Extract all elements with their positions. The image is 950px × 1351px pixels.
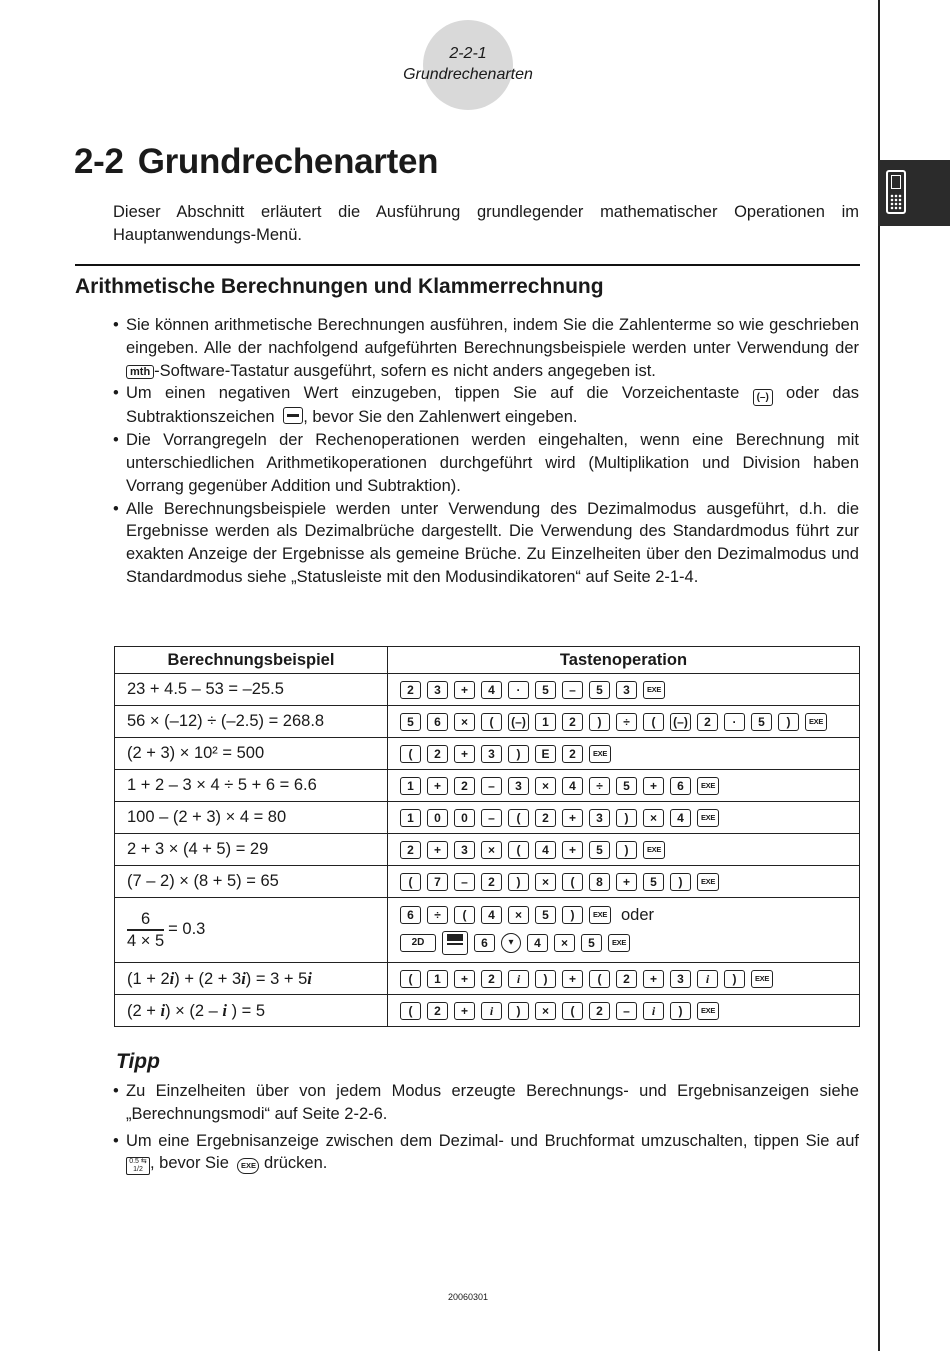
close-paren-key-icon: ) <box>724 970 745 988</box>
key-4-icon: 4 <box>535 841 556 859</box>
minus-key-icon: – <box>562 681 583 699</box>
open-paren-key-icon: ( <box>643 713 664 731</box>
example-expression: 1 + 2 – 3 × 4 ÷ 5 + 6 = 6.6 <box>115 770 388 802</box>
key-0-icon: 0 <box>454 809 475 827</box>
tipp-item: • Zu Einzelheiten über von jedem Modus erzeugte Berechnungs- und Ergebnisanzeigen siehe „Berechnungsmodi“ auf Seite 2-2-6. <box>113 1080 859 1126</box>
key-7-icon: 7 <box>427 873 448 891</box>
key-6-icon: 6 <box>474 934 495 952</box>
exe-key-icon: EXE <box>589 906 611 924</box>
open-paren-key-icon: ( <box>400 970 421 988</box>
decimal-point-key-icon: · <box>724 713 745 731</box>
expression-part: ) = 3 + 5 <box>245 969 308 988</box>
key-3-icon: 3 <box>589 809 610 827</box>
key-2-icon: 2 <box>481 873 502 891</box>
key-1-icon: 1 <box>400 777 421 795</box>
example-expression: (7 – 2) × (8 + 5) = 65 <box>115 866 388 898</box>
key-4-icon: 4 <box>481 681 502 699</box>
alternative-label: oder <box>621 905 655 924</box>
key-4-icon: 4 <box>670 809 691 827</box>
key-operation-cell <box>388 706 860 738</box>
plus-key-icon: + <box>643 777 664 795</box>
divide-key-icon: ÷ <box>616 713 637 731</box>
section-divider <box>75 264 860 266</box>
tipp-item <box>113 1130 859 1176</box>
multiply-key-icon: × <box>643 809 664 827</box>
table-row <box>115 770 860 802</box>
bullet-text: , bevor Sie den Zahlenwert eingeben. <box>303 408 578 427</box>
open-paren-key-icon: ( <box>508 841 529 859</box>
imaginary-unit: i <box>241 968 246 988</box>
key-2-icon: 2 <box>400 681 421 699</box>
imaginary-unit: i <box>169 968 175 988</box>
bullet-text: -Software-Tastatur ausgeführt, sofern es nicht anders angegeben ist. <box>154 361 656 380</box>
expression-part: ) × (2 – <box>165 1001 223 1020</box>
exe-key-icon: EXE <box>751 970 773 988</box>
key-sequence <box>400 873 847 891</box>
tipp-text: , bevor Sie <box>150 1154 234 1173</box>
divide-key-icon: ÷ <box>589 777 610 795</box>
minus-key-icon: – <box>454 873 475 891</box>
header-section-number: 2-2-1 <box>449 45 487 62</box>
close-paren-key-icon: ) <box>508 745 529 763</box>
negative-sign-key-icon: (–) <box>670 713 691 731</box>
key-3-icon: 3 <box>454 841 475 859</box>
example-expression: 2 + 3 × (4 + 5) = 29 <box>115 834 388 866</box>
minus-key-icon: – <box>481 777 502 795</box>
open-paren-key-icon: ( <box>508 809 529 827</box>
key-5-icon: 5 <box>400 713 421 731</box>
key-sequence <box>400 713 847 731</box>
key-2-icon: 2 <box>616 970 637 988</box>
key-sequence <box>400 809 847 827</box>
table-row <box>115 674 860 706</box>
column-header: Tastenoperation <box>388 647 860 674</box>
mth-key-icon: mth <box>126 365 154 379</box>
key-operation-cell <box>388 770 860 802</box>
imaginary-unit-key-icon: i <box>643 1002 664 1020</box>
example-expression <box>115 963 388 995</box>
plus-key-icon: + <box>562 841 583 859</box>
table-header-row <box>115 647 860 674</box>
key-2-icon: 2 <box>562 745 583 763</box>
multiply-key-icon: × <box>535 873 556 891</box>
footer-date-code: 20060301 <box>447 1292 489 1302</box>
key-6-icon: 6 <box>400 906 421 924</box>
key-5-icon: 5 <box>535 906 556 924</box>
calculator-icon <box>886 170 906 214</box>
example-expression: 100 – (2 + 3) × 4 = 80 <box>115 802 388 834</box>
close-paren-key-icon: ) <box>616 841 637 859</box>
key-operation-cell <box>388 995 860 1027</box>
key-2-icon: 2 <box>589 1002 610 1020</box>
expression-part: ) + (2 + 3 <box>174 969 242 988</box>
divide-key-icon: ÷ <box>427 906 448 924</box>
plus-key-icon: + <box>454 1002 475 1020</box>
open-paren-key-icon: ( <box>481 713 502 731</box>
key-2-icon: 2 <box>697 713 718 731</box>
exe-key-icon: EXE <box>237 1158 259 1174</box>
key-5-icon: 5 <box>581 934 602 952</box>
multiply-key-icon: × <box>535 777 556 795</box>
key-2-icon: 2 <box>562 713 583 731</box>
key-sequence <box>400 906 847 925</box>
exe-key-icon: EXE <box>608 934 630 952</box>
imaginary-unit: i <box>307 968 312 988</box>
multiply-key-icon: × <box>454 713 475 731</box>
exponent-key-icon: E <box>535 745 556 763</box>
header-section-title: Grundrechenarten <box>403 66 533 83</box>
intro-paragraph: Dieser Abschnitt erläutert die Ausführung grundlegender mathematischer Operationen im Hauptanwendungs-Menü. <box>113 203 859 244</box>
key-operation-cell <box>388 738 860 770</box>
exe-key-icon: EXE <box>805 713 827 731</box>
fraction-denominator: 4 × 5 <box>127 931 165 950</box>
plus-key-icon: + <box>562 970 583 988</box>
close-paren-key-icon: ) <box>535 970 556 988</box>
table-row <box>115 802 860 834</box>
close-paren-key-icon: ) <box>616 809 637 827</box>
exe-key-icon: EXE <box>697 873 719 891</box>
chapter-title: Grundrechenarten <box>137 142 439 181</box>
imaginary-unit: i <box>160 1000 166 1020</box>
key-operation-cell <box>388 866 860 898</box>
key-operation-cell <box>388 674 860 706</box>
open-paren-key-icon: ( <box>454 906 475 924</box>
chapter-heading <box>74 142 438 182</box>
negative-sign-key-icon: (–) <box>753 389 773 406</box>
key-1-icon: 1 <box>427 970 448 988</box>
key-4-icon: 4 <box>527 934 548 952</box>
minus-key-icon: – <box>616 1002 637 1020</box>
down-arrow-key-icon: ▾ <box>501 933 521 953</box>
decimal-point-key-icon: · <box>508 681 529 699</box>
info-bullet-list <box>113 314 859 589</box>
tipp-text: drücken. <box>259 1154 328 1173</box>
key-sequence <box>400 931 847 955</box>
fraction-result: = 0.3 <box>168 920 206 939</box>
plus-key-icon: + <box>427 841 448 859</box>
key-2-icon: 2 <box>481 970 502 988</box>
example-expression <box>115 995 388 1027</box>
key-operation-cell <box>388 963 860 995</box>
expression-part: (2 + <box>127 1001 161 1020</box>
tipp-heading: Tipp <box>116 1050 160 1073</box>
table-row <box>115 898 860 963</box>
plus-key-icon: + <box>454 745 475 763</box>
minus-key-icon <box>283 407 303 424</box>
exe-key-icon: EXE <box>697 1002 719 1020</box>
table-row <box>115 706 860 738</box>
plus-key-icon: + <box>454 681 475 699</box>
plus-key-icon: + <box>643 970 664 988</box>
key-0-icon: 0 <box>427 809 448 827</box>
close-paren-key-icon: ) <box>508 873 529 891</box>
minus-key-icon: – <box>481 809 502 827</box>
table-row <box>115 995 860 1027</box>
bullet-item: • Alle Berechnungsbeispiele werden unter Verwendung des Dezimalmodus ausgeführt, d.h. die Ergebnisse werden als Dezimalbrüche dargestellt. Die Verwendung des Standardmodus führt zur exakten Anzeige der Ergebnisse als gemeine Brüche. Zu Einzelheiten über den Dezimalmodus und Standardmodus siehe „Statusleiste mit den Modusindikatoren“ auf Seite 2-1-4. <box>113 498 859 589</box>
plus-key-icon: + <box>562 809 583 827</box>
key-2-icon: 2 <box>400 841 421 859</box>
key-operation-cell <box>388 802 860 834</box>
example-expression: (2 + 3) × 10² = 500 <box>115 738 388 770</box>
open-paren-key-icon: ( <box>562 873 583 891</box>
multiply-key-icon: × <box>481 841 502 859</box>
example-expression <box>115 898 388 963</box>
example-expression: 23 + 4.5 – 53 = –25.5 <box>115 674 388 706</box>
key-sequence <box>400 777 847 795</box>
plus-key-icon: + <box>454 970 475 988</box>
imaginary-unit-key-icon: i <box>508 970 529 988</box>
header-circle <box>423 20 513 110</box>
close-paren-key-icon: ) <box>508 1002 529 1020</box>
imaginary-unit: i <box>222 1000 227 1020</box>
key-5-icon: 5 <box>616 777 637 795</box>
table-row <box>115 834 860 866</box>
key-3-icon: 3 <box>508 777 529 795</box>
imaginary-unit-key-icon: i <box>481 1002 502 1020</box>
key-sequence <box>400 970 847 988</box>
key-2-icon: 2 <box>427 745 448 763</box>
section-heading: Arithmetische Berechnungen und Klammerrechnung <box>75 275 604 298</box>
key-2-icon: 2 <box>427 1002 448 1020</box>
chapter-tab <box>878 160 950 226</box>
exe-key-icon: EXE <box>643 841 665 859</box>
key-sequence <box>400 1002 847 1020</box>
fraction-numerator: 6 <box>140 910 151 929</box>
key-3-icon: 3 <box>616 681 637 699</box>
key-operation-cell <box>388 898 860 963</box>
bullet-text: oder das Subtraktionszeichen <box>126 384 860 427</box>
decimal-fraction-toggle-icon: 0.5 ⇆ 1/2 <box>126 1157 150 1175</box>
close-paren-key-icon: ) <box>778 713 799 731</box>
key-1-icon: 1 <box>535 713 556 731</box>
fraction <box>127 909 164 950</box>
key-5-icon: 5 <box>751 713 772 731</box>
keyboard-toggle-key-icon <box>442 931 468 955</box>
multiply-key-icon: × <box>535 1002 556 1020</box>
bullet-text: Sie können arithmetische Berechnungen ausführen, indem Sie die Zahlenterme so wie geschrieben eingeben. Alle der nachfolgend aufgeführten Berechnungsbeispiele werden unter Verwendung der <box>126 316 859 357</box>
key-8-icon: 8 <box>589 873 610 891</box>
plus-key-icon: + <box>427 777 448 795</box>
key-3-icon: 3 <box>670 970 691 988</box>
bullet-item: • Die Vorrangregeln der Rechenoperationen werden eingehalten, wenn eine Berechnung mit unterschiedlichen Arithmetikoperationen durchgeführt wird (Multiplikation und Division haben Vorrang gegenüber Addition und Subtraktion). <box>113 429 859 497</box>
multiply-key-icon: × <box>508 906 529 924</box>
exe-key-icon: EXE <box>697 809 719 827</box>
multiply-key-icon: × <box>554 934 575 952</box>
close-paren-key-icon: ) <box>670 1002 691 1020</box>
imaginary-unit-key-icon: i <box>697 970 718 988</box>
chapter-number: 2-2 <box>74 142 124 181</box>
key-sequence <box>400 745 847 763</box>
tipp-text: Um eine Ergebnisanzeige zwischen dem Dezimal- und Bruchformat umzuschalten, tippen Sie auf <box>126 1131 859 1150</box>
key-3-icon: 3 <box>427 681 448 699</box>
2d-keyboard-key-icon: 2D <box>400 934 436 952</box>
key-5-icon: 5 <box>643 873 664 891</box>
open-paren-key-icon: ( <box>562 1002 583 1020</box>
table-row <box>115 738 860 770</box>
key-2-icon: 2 <box>454 777 475 795</box>
close-paren-key-icon: ) <box>589 713 610 731</box>
key-4-icon: 4 <box>481 906 502 924</box>
bullet-text: Um einen negativen Wert einzugeben, tippen Sie auf die Vorzeichentaste <box>126 384 753 403</box>
key-operation-cell <box>388 834 860 866</box>
open-paren-key-icon: ( <box>400 745 421 763</box>
exe-key-icon: EXE <box>643 681 665 699</box>
table-row <box>115 963 860 995</box>
negative-sign-key-icon: (–) <box>508 713 529 731</box>
key-2-icon: 2 <box>535 809 556 827</box>
key-sequence <box>400 841 847 859</box>
open-paren-key-icon: ( <box>400 1002 421 1020</box>
expression-part: (1 + 2 <box>127 969 170 988</box>
key-3-icon: 3 <box>481 745 502 763</box>
key-5-icon: 5 <box>589 681 610 699</box>
exe-key-icon: EXE <box>589 745 611 763</box>
bullet-item <box>113 314 859 382</box>
open-paren-key-icon: ( <box>589 970 610 988</box>
plus-key-icon: + <box>616 873 637 891</box>
key-6-icon: 6 <box>427 713 448 731</box>
tipp-list <box>113 1080 859 1179</box>
calculation-examples-table <box>114 646 860 1027</box>
close-paren-key-icon: ) <box>670 873 691 891</box>
key-6-icon: 6 <box>670 777 691 795</box>
table-row <box>115 866 860 898</box>
key-5-icon: 5 <box>535 681 556 699</box>
expression-part: ) = 5 <box>227 1001 266 1020</box>
open-paren-key-icon: ( <box>400 873 421 891</box>
key-5-icon: 5 <box>589 841 610 859</box>
key-4-icon: 4 <box>562 777 583 795</box>
exe-key-icon: EXE <box>697 777 719 795</box>
example-expression: 56 × (–12) ÷ (–2.5) = 268.8 <box>115 706 388 738</box>
close-paren-key-icon: ) <box>562 906 583 924</box>
column-header: Berechnungsbeispiel <box>115 647 388 674</box>
key-1-icon: 1 <box>400 809 421 827</box>
key-sequence <box>400 681 847 699</box>
bullet-item <box>113 382 859 429</box>
